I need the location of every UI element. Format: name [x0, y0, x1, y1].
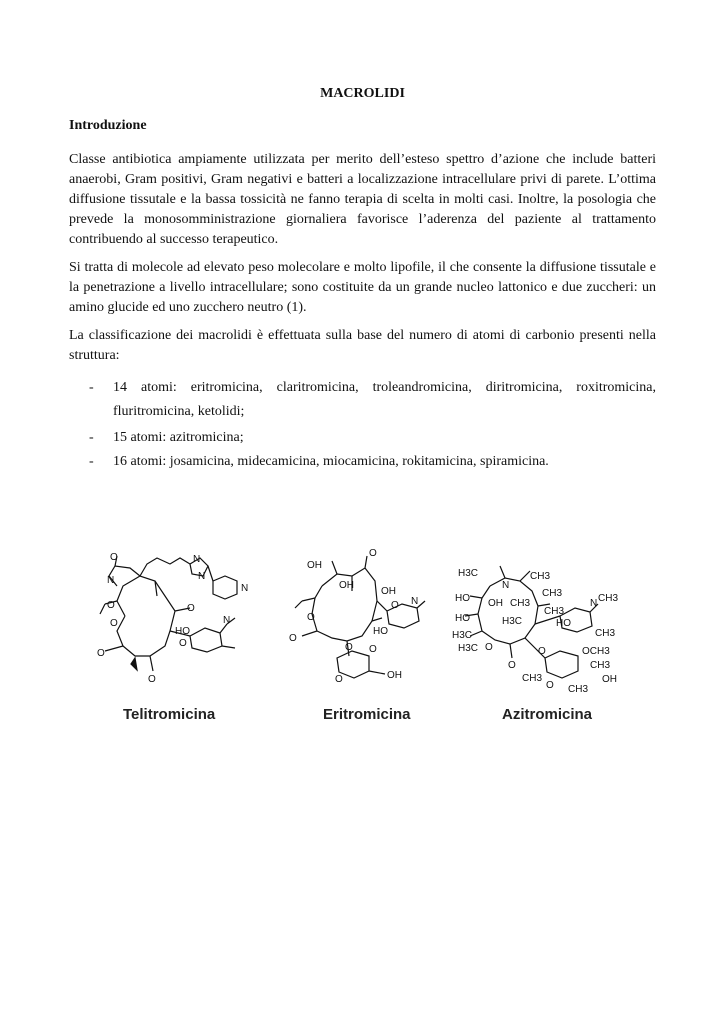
atom-label: CH3: [568, 684, 589, 695]
atom-label: H3C: [458, 643, 479, 654]
atom-label: O: [110, 618, 118, 629]
atom-label: O: [289, 633, 297, 644]
paragraph-intro: Classe antibiotica ampiamente utilizzata per merito dell’esteso spettro d’azione che include batteri anaerobi, Gram positivi, Gram negativi e batteri a localizzazione intracellulare privi di parete. L’ottima diffusione tissutale e la bassa tossicità ne fanno terapia di scelta in molti casi. Inoltre, la posologia che prevede la monosomministrazione giornaliera favorisce l’aderenza del paziente al trattamento contribuendo al successo terapeutico.: [69, 152, 656, 247]
atom-label: H3C: [502, 616, 523, 627]
atom-label: N: [241, 583, 249, 594]
list-item: [69, 376, 656, 424]
atom-label: N: [411, 596, 419, 607]
telitromicina-diagram: [95, 546, 270, 696]
telitromicina-label: Telitromicina: [123, 706, 216, 723]
paragraph-structure: Si tratta di molecole ad elevato peso molecolare e molto lipofile, il che consente la diffusione tissutale e la penetrazione a livello intracellulare; sono costituite da un grande nucleo lattonico e due zuccheri: un amino glucide ed uno zucchero neutro (1).: [69, 260, 656, 315]
azitromicina-structure: [450, 546, 635, 723]
atom-label: CH3: [590, 660, 611, 671]
list-item-text: 14 atomi: eritromicina, claritromicina, troleandromicina, diritromicina, roxitromicina, fluritromicina, ketolidi;: [113, 380, 656, 419]
atom-label: N: [198, 571, 206, 582]
atom-label: H3C: [452, 630, 473, 641]
atom-label: O: [345, 642, 353, 653]
atom-label: H3C: [458, 568, 479, 579]
atom-label: HO: [455, 613, 470, 624]
list-item-text: 16 atomi: josamicina, midecamicina, miocamicina, rokitamicina, spiramicina.: [113, 454, 549, 469]
atom-label: O: [335, 674, 343, 685]
list-dash: -: [89, 430, 94, 445]
list-item: [69, 452, 656, 472]
atom-label: OH: [339, 580, 354, 591]
macrolide-structures-figure: [95, 546, 635, 736]
eritromicina-structure: [287, 546, 437, 723]
atom-label: CH3: [544, 606, 565, 617]
atom-label: N: [193, 554, 201, 565]
atom-label: O: [538, 646, 546, 657]
atom-label: N: [502, 580, 510, 591]
atom-label: O: [110, 552, 118, 563]
atom-label: O: [485, 642, 493, 653]
atom-label: OH: [602, 674, 617, 685]
atom-label: O: [107, 600, 115, 611]
atom-label: OH: [381, 586, 396, 597]
section-heading: Introduzione: [69, 118, 147, 133]
atom-label: O: [369, 644, 377, 655]
atom-label: O: [97, 648, 105, 659]
atom-label: HO: [373, 626, 388, 637]
atom-label: O: [369, 548, 377, 559]
classification-list: [69, 376, 656, 472]
atom-label: CH3: [530, 571, 551, 582]
atom-label: CH3: [510, 598, 531, 609]
atom-label: HO: [455, 593, 470, 604]
atom-label: OCH3: [582, 646, 610, 657]
atom-label: HO: [175, 626, 190, 637]
azitromicina-diagram: [450, 546, 635, 696]
atom-label: O: [546, 680, 554, 691]
atom-label: OH: [387, 670, 402, 681]
atom-label: HO: [556, 618, 571, 629]
atom-label: N: [107, 575, 115, 586]
list-item: [69, 428, 656, 448]
atom-label: O: [391, 600, 399, 611]
list-dash: -: [89, 454, 94, 469]
atom-label: O: [508, 660, 516, 671]
atom-label: CH3: [598, 593, 619, 604]
atom-label: N: [590, 598, 598, 609]
atom-label: CH3: [522, 673, 543, 684]
document-title: MACROLIDI: [320, 86, 405, 101]
atom-label: CH3: [542, 588, 563, 599]
telitromicina-structure: [95, 546, 270, 723]
atom-label: O: [148, 674, 156, 685]
atom-label: O: [187, 603, 195, 614]
atom-label: CH3: [595, 628, 616, 639]
list-dash: -: [89, 380, 94, 395]
atom-label: O: [179, 638, 187, 649]
eritromicina-diagram: [287, 546, 437, 696]
azitromicina-label: Azitromicina: [502, 706, 593, 723]
atom-label: OH: [488, 598, 503, 609]
eritromicina-label: Eritromicina: [323, 706, 411, 723]
list-item-text: 15 atomi: azitromicina;: [113, 430, 244, 445]
atom-label: O: [307, 612, 315, 623]
atom-label: N: [223, 615, 231, 626]
paragraph-classification: La classificazione dei macrolidi è effettuata sulla base del numero di atomi di carbonio presenti nella struttura:: [69, 328, 656, 363]
atom-label: OH: [307, 560, 322, 571]
